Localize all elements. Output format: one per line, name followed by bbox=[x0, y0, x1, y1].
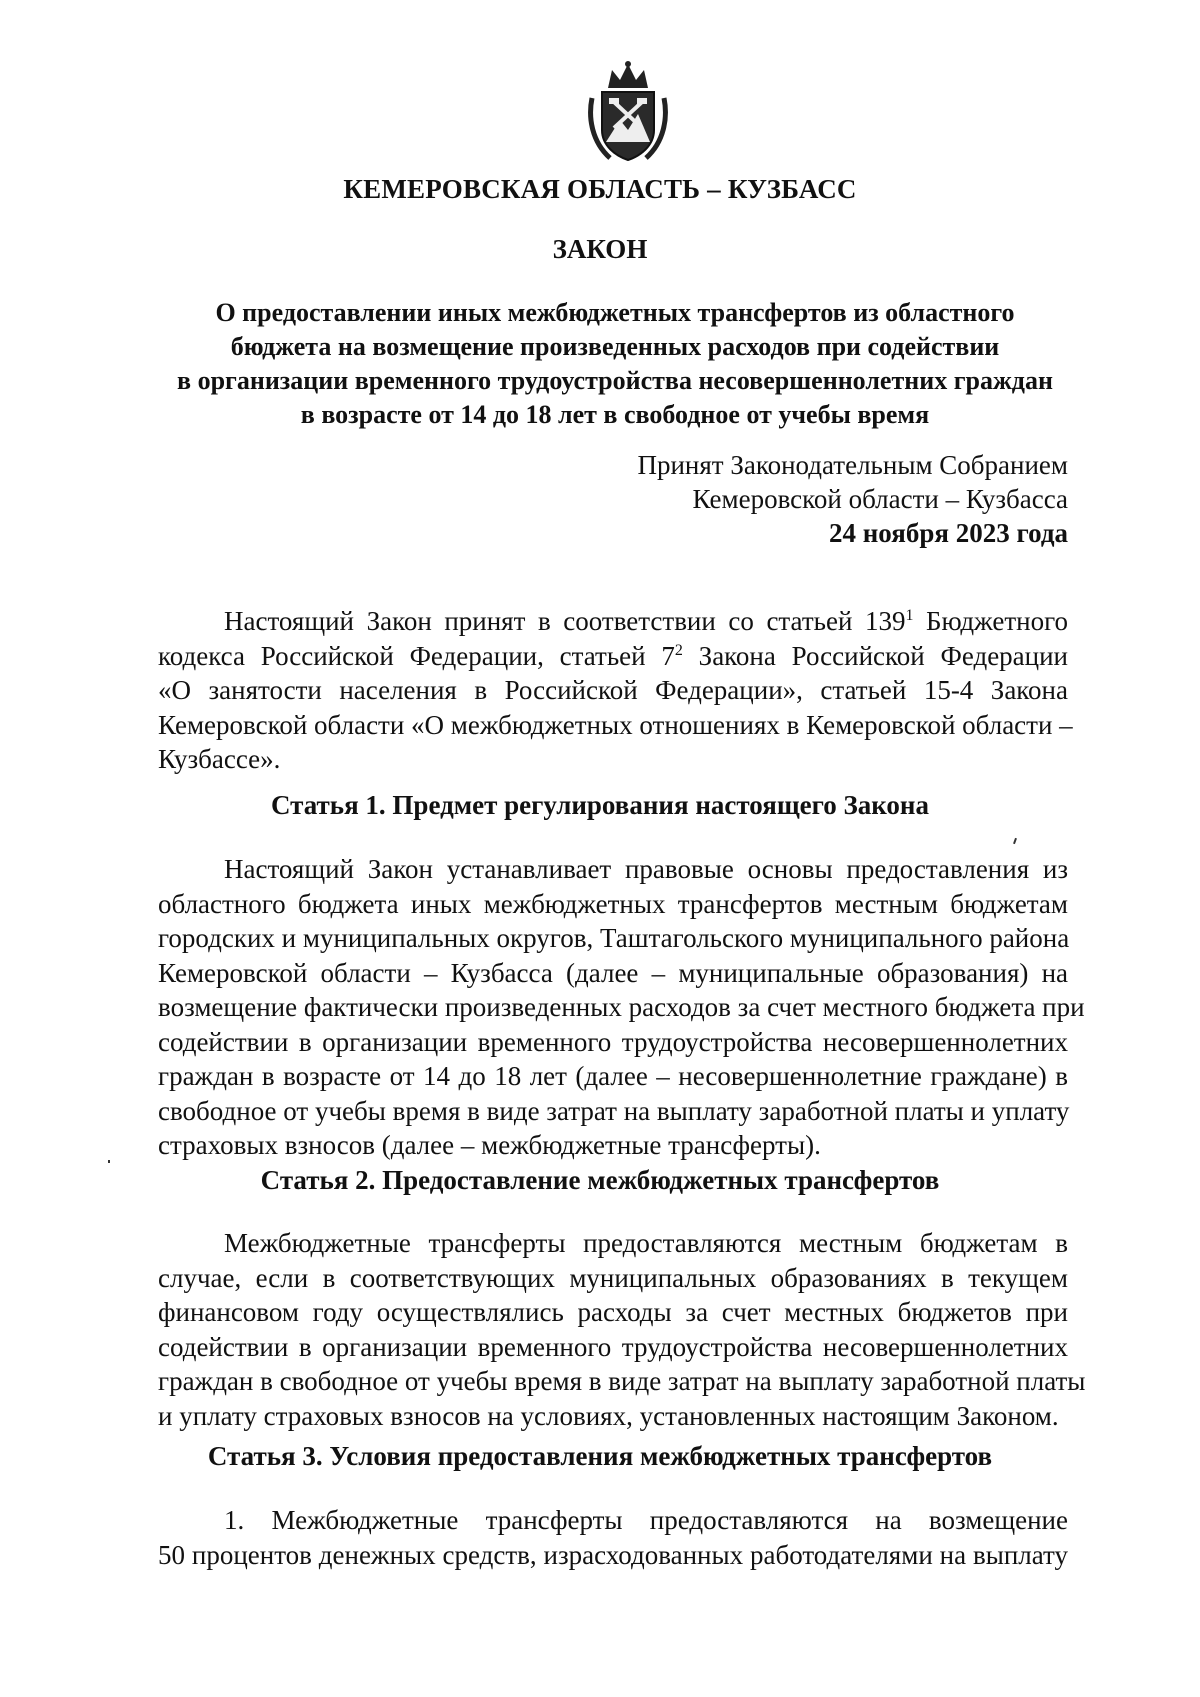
paragraph-line bbox=[158, 639, 1068, 674]
paragraph-line: Кузбассе». bbox=[158, 744, 281, 774]
paragraph-line: свободное от учебы время в виде затрат на выплату заработной платы и уплату bbox=[158, 1095, 1070, 1126]
text-fragment: Настоящий Закон принят в соответствии со статьей 139 bbox=[224, 606, 906, 636]
text-fragment: Бюджетного bbox=[913, 606, 1068, 636]
article-1-heading: Статья 1. Предмет регулирования настоящего Закона bbox=[271, 790, 929, 820]
paragraph-line: Настоящий Закон устанавливает правовые основы предоставления из bbox=[224, 854, 1068, 884]
text-fragment: кодекса Российской Федерации, статьей 7 bbox=[158, 640, 675, 671]
adoption-line: Принят Законодательным Собранием bbox=[637, 450, 1068, 480]
paragraph-line: случае, если в соответствующих муниципальных образованиях в текущем bbox=[158, 1262, 1068, 1293]
paragraph-line: «О занятости населения в Российской Федерации», статьей 15-4 Закона bbox=[158, 675, 1068, 705]
document-type: ЗАКОН bbox=[552, 234, 648, 264]
article-2-paragraph bbox=[158, 1226, 1086, 1433]
paragraph-line: содействии в организации временного трудоустройства несовершеннолетних bbox=[158, 1026, 1068, 1057]
title-line: бюджета на возмещение произведенных расходов при содействии bbox=[230, 332, 1000, 361]
title-line: О предоставлении иных межбюджетных трансфертов из областного bbox=[215, 298, 1015, 327]
paragraph-line: страховых взносов (далее – межбюджетные трансферты). bbox=[158, 1130, 821, 1160]
paragraph-line: и уплату страховых взносов на условиях, установленных настоящим Законом. bbox=[158, 1400, 1059, 1431]
adoption-block bbox=[637, 448, 1068, 550]
scan-speck bbox=[1013, 838, 1017, 844]
paragraph-line: Межбюджетные трансферты предоставляются местным бюджетам в bbox=[224, 1228, 1068, 1258]
paragraph-line bbox=[158, 604, 1068, 639]
coat-of-arms-icon bbox=[584, 58, 672, 166]
law-title bbox=[160, 296, 1070, 432]
text-fragment: Закона Российской Федерации bbox=[682, 640, 1069, 671]
paragraph-line: Кемеровской области – Кузбасса (далее – муниципальные образования) на bbox=[158, 957, 1068, 988]
paragraph-line: городских и муниципальных округов, Таштагольского муниципального района bbox=[158, 923, 1070, 953]
adoption-date: 24 ноября 2023 года bbox=[829, 518, 1068, 548]
region-heading: КЕМЕРОВСКАЯ ОБЛАСТЬ – КУЗБАСС bbox=[343, 174, 857, 204]
article-3-heading: Статья 3. Условия предоставления межбюджетных трансфертов bbox=[207, 1441, 993, 1471]
title-line: в организации временного трудоустройства несовершеннолетних граждан bbox=[177, 366, 1053, 395]
superscript: 1 bbox=[905, 607, 914, 624]
paragraph-line: 1. Межбюджетные трансферты предоставляются на возмещение bbox=[224, 1505, 1068, 1535]
paragraph-line: граждан в возрасте от 14 до 18 лет (далее – несовершеннолетние граждане) в bbox=[158, 1061, 1068, 1091]
paragraph-line: финансовом году осуществлялись расходы за счет местных бюджетов при bbox=[158, 1297, 1068, 1327]
paragraph-line: Кемеровской области «О межбюджетных отношениях в Кемеровской области – bbox=[158, 709, 1073, 740]
article-1-paragraph bbox=[158, 852, 1085, 1163]
coat-of-arms-emblem bbox=[584, 58, 672, 166]
title-line: в возрасте от 14 до 18 лет в свободное от учебы время bbox=[300, 400, 930, 429]
paragraph-line: возмещение фактически произведенных расходов за счет местного бюджета при bbox=[158, 992, 1085, 1022]
article-3-paragraph bbox=[158, 1503, 1068, 1572]
article-2-heading: Статья 2. Предоставление межбюджетных трансфертов bbox=[260, 1165, 940, 1195]
superscript: 2 bbox=[674, 641, 683, 659]
paragraph-line: 50 процентов денежных средств, израсходованных работодателями на выплату bbox=[158, 1539, 1068, 1570]
preamble-paragraph bbox=[158, 604, 1073, 777]
paragraph-line: граждан в свободное от учебы время в виде затрат на выплату заработной платы bbox=[158, 1366, 1086, 1396]
paragraph-line: областного бюджета иных межбюджетных трансфертов местным бюджетам bbox=[158, 888, 1068, 919]
scan-speck bbox=[108, 1160, 110, 1163]
paragraph-line: содействии в организации временного трудоустройства несовершеннолетних bbox=[158, 1331, 1068, 1362]
adoption-line: Кемеровской области – Кузбасса bbox=[692, 484, 1068, 514]
